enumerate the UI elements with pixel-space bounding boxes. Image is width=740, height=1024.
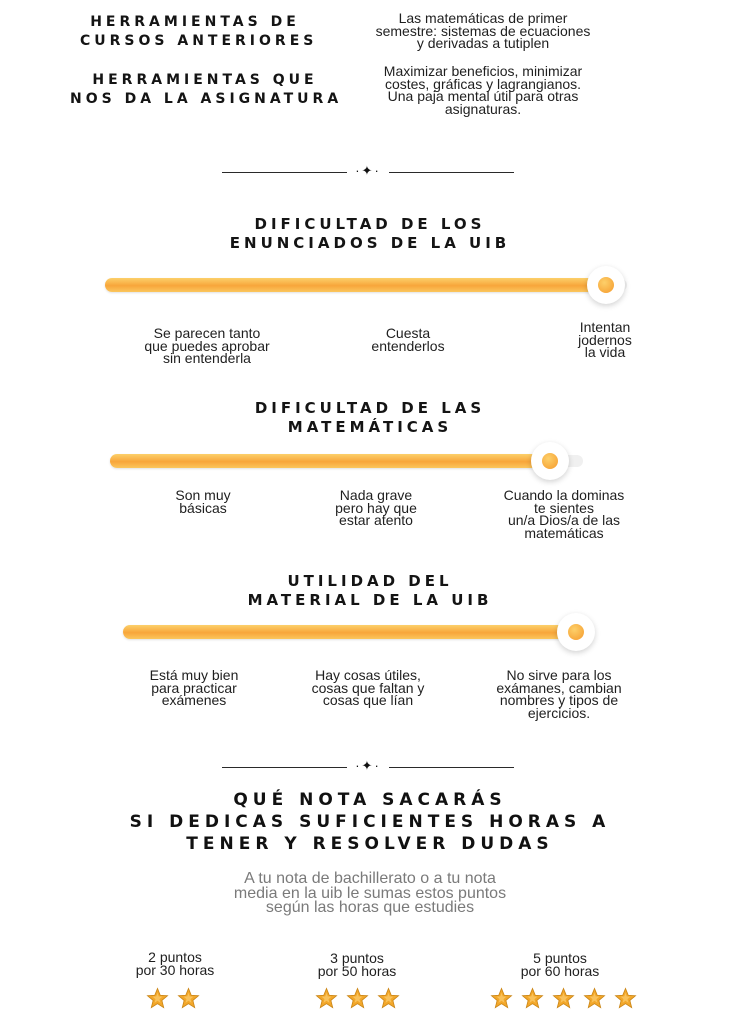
star-icon xyxy=(490,987,513,1010)
rating-title-statements: DIFICULTAD DE LOS ENUNCIADOS DE LA UIB xyxy=(229,215,511,252)
slider-fill xyxy=(123,625,576,639)
grade-section-subtitle: A tu nota de bachillerato o a tu nota media en la uib le sumas estos puntos según las horas que estudies xyxy=(233,870,507,916)
subject-tools-text: Maximizar beneficios, minimizar costes, gráficas y lagrangianos. Una paja mental útil para otras asignaturas. xyxy=(383,63,583,117)
rating-title-material: UTILIDAD DEL MATERIAL DE LA UIB xyxy=(247,572,493,609)
divider-ornament: ·✦· xyxy=(355,758,381,773)
scale-label-mid: Nada grave pero hay que estar atento xyxy=(335,487,417,528)
scale-label-high: Intentan jodernos la vida xyxy=(578,319,632,360)
divider-ornament: ·✦· xyxy=(355,163,381,178)
star-icon xyxy=(346,987,369,1010)
math-difficulty-slider xyxy=(110,449,583,473)
grade-section-title: QUÉ NOTA SACARÁS SI DEDICAS SUFICIENTES HORAS A TENER Y RESOLVER DUDAS xyxy=(129,790,611,854)
star-rating xyxy=(490,987,645,1015)
star-rating xyxy=(146,987,208,1015)
scale-label-high: No sirve para los exámanes, cambian nombres y tipos de ejercicios. xyxy=(496,667,622,721)
scale-label-low: Son muy básicas xyxy=(175,487,231,516)
slider-knob xyxy=(587,266,625,304)
scale-label-mid: Cuesta entenderlos xyxy=(371,325,445,354)
slider-fill xyxy=(105,278,606,292)
scale-label-low: Se parecen tanto que puedes aprobar sin entenderla xyxy=(144,325,270,366)
section-divider xyxy=(222,163,514,178)
scale-label-low: Está muy bien para practicar exámenes xyxy=(149,667,239,708)
grade-tier-label: 5 puntos por 60 horas xyxy=(520,950,600,979)
grade-tier-label: 3 puntos por 50 horas xyxy=(317,950,397,979)
rating-title-math: DIFICULTAD DE LAS MATEMÁTICAS xyxy=(254,399,486,436)
subject-tools-heading: HERRAMIENTAS QUE NOS DA LA ASIGNATURA xyxy=(70,72,343,107)
star-rating xyxy=(315,987,408,1015)
divider-line-left xyxy=(222,767,347,768)
grade-tier-label: 2 puntos por 30 horas xyxy=(135,949,215,978)
scale-label-mid: Hay cosas útiles, cosas que faltan y cosas que lían xyxy=(311,667,425,708)
star-icon xyxy=(146,987,169,1010)
star-icon xyxy=(315,987,338,1010)
previous-courses-heading: HERRAMIENTAS DE CURSOS ANTERIORES xyxy=(80,14,318,49)
slider-fill xyxy=(110,454,550,468)
star-icon xyxy=(521,987,544,1010)
slider-knob xyxy=(531,442,569,480)
previous-courses-text: Las matemáticas de primer semestre: sistemas de ecuaciones y derivadas a tutiplen xyxy=(375,10,591,51)
divider-line-right xyxy=(389,172,514,173)
section-divider xyxy=(222,758,514,773)
star-icon xyxy=(177,987,200,1010)
star-icon xyxy=(614,987,637,1010)
star-icon xyxy=(552,987,575,1010)
scale-label-high: Cuando la dominas te sientes un/a Dios/a de las matemáticas xyxy=(503,487,625,541)
statements-difficulty-slider xyxy=(105,273,627,297)
star-icon xyxy=(377,987,400,1010)
star-icon xyxy=(583,987,606,1010)
divider-line-left xyxy=(222,172,347,173)
slider-knob xyxy=(557,613,595,651)
divider-line-right xyxy=(389,767,514,768)
material-usefulness-slider xyxy=(123,620,595,644)
